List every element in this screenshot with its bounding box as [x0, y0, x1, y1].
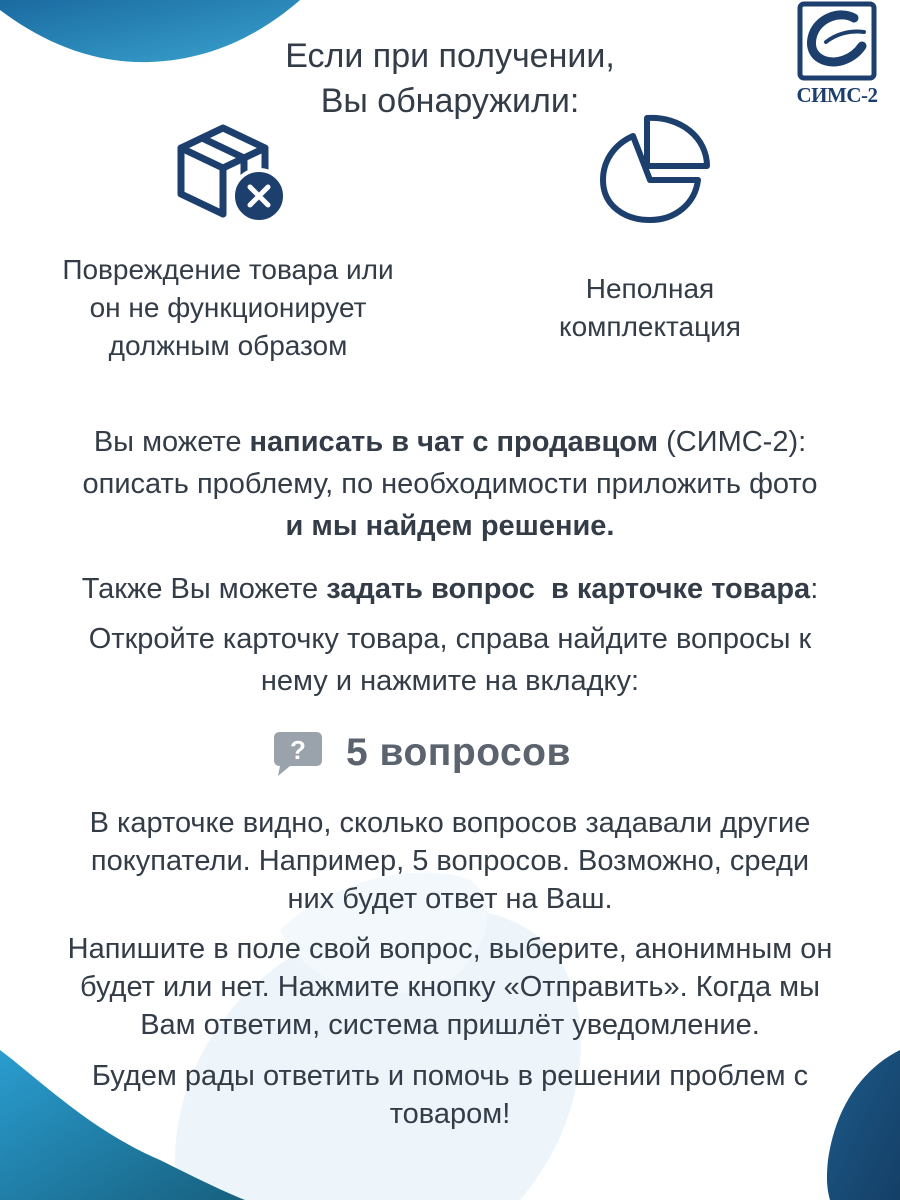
ask-question-emphasis: задать вопрос — [326, 573, 535, 605]
open-card-line-1: Откройте карточку товара, справа найдите вопросы к — [88, 623, 812, 655]
issue-damage-line-3: должным образом — [108, 330, 348, 361]
issue-caption-incomplete — [500, 270, 800, 346]
open-card-paragraph — [10, 618, 890, 702]
brand-logo — [796, 0, 878, 108]
open-card-line-2: нему и нажмите на вкладку: — [260, 665, 640, 697]
chat-line-3 — [10, 505, 890, 547]
issue-caption-damage — [18, 251, 438, 365]
ask-pre: Также Вы можете — [81, 573, 327, 605]
write-line-3: Вам ответим, система пришлёт уведомление. — [140, 1009, 760, 1041]
issue-incomplete-line-1: Неполная — [585, 273, 715, 304]
ask-post: : — [810, 573, 819, 605]
product-card-emphasis: в карточке товара — [551, 573, 811, 605]
closing-line-1: Будем рады ответить и помочь в решении проблем с — [91, 1060, 809, 1092]
sims2-logo-icon — [796, 0, 878, 82]
card-info-line-2: покупатели. Например, 5 вопросов. Возможно, среди — [90, 845, 810, 877]
chat-line-2: описать проблему, по необходимости приложить фото — [82, 468, 818, 500]
issue-damage-line-2: он не функционирует — [89, 292, 367, 323]
heading-line-1: Если при получении, — [285, 37, 615, 75]
chat-line-1 — [10, 421, 890, 463]
closing-paragraph — [10, 1057, 890, 1133]
chat-line-1-post: (СИМС-2): — [658, 426, 807, 458]
chat-line-1-pre: Вы можете — [93, 426, 250, 458]
heading-line-2: Вы обнаружили: — [320, 82, 580, 120]
questions-tab-example — [272, 725, 632, 781]
chat-paragraph — [10, 421, 890, 547]
closing-line-2: товаром! — [389, 1098, 511, 1130]
we-find-solution-emphasis: и мы найдем решение. — [285, 510, 615, 542]
issue-incomplete-line-2: комплектация — [559, 311, 741, 342]
question-bubble-icon — [272, 728, 324, 778]
ask-gap — [535, 573, 551, 605]
chat-with-seller-emphasis: написать в чат с продавцом — [249, 426, 659, 458]
questions-count-label: 5 вопросов — [346, 731, 571, 774]
card-info-line-3: них будет ответ на Ваш. — [287, 883, 613, 915]
ask-question-line — [10, 568, 890, 610]
logo-text: СИМС-2 — [796, 83, 878, 107]
write-question-paragraph — [10, 930, 890, 1044]
damaged-box-icon — [173, 118, 289, 228]
ask-question-paragraph — [10, 568, 890, 610]
write-line-1: Напишите в поле свой вопрос, выберите, анонимным он — [67, 933, 833, 965]
card-info-paragraph — [10, 804, 890, 918]
card-info-line-1: В карточке видно, сколько вопросов задавали другие — [89, 807, 811, 839]
issue-damage-line-1: Повреждение товара или — [62, 254, 394, 285]
incomplete-pie-icon — [595, 108, 715, 224]
svg-text:?: ? — [290, 735, 306, 765]
write-line-2: будет или нет. Нажмите кнопку «Отправить». Когда мы — [80, 971, 820, 1003]
